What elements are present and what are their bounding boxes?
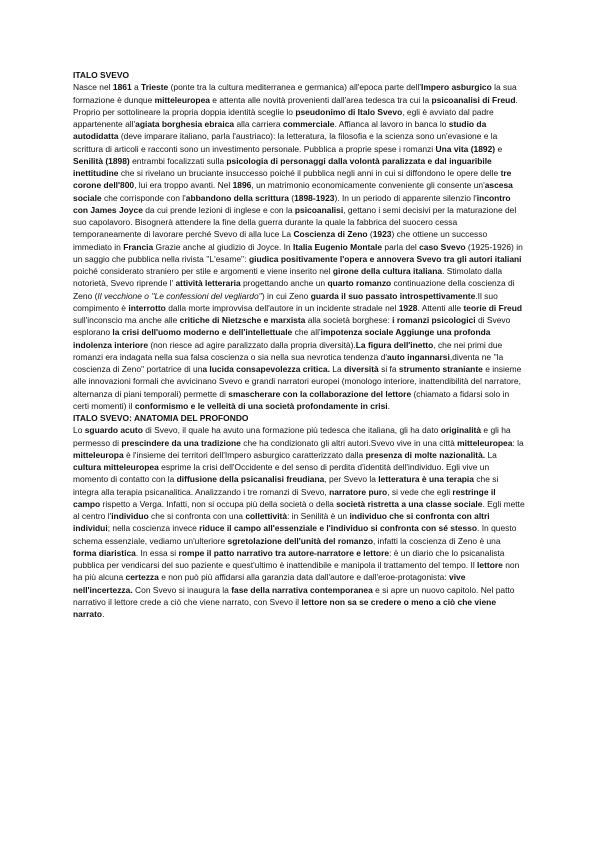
bold-text: auto ingannarsi: [387, 351, 450, 362]
text-run: ) in cui Zeno: [261, 290, 311, 301]
italic-text: Il vecchione o ''Le confessioni del vegliardo'': [97, 290, 262, 301]
text-run: , per Svevo la: [324, 474, 379, 485]
bold-text: psicoanalisi: [294, 204, 344, 215]
bold-text: riduce il campo all'essenziale e l'individuo si confronta con sé stesso: [199, 523, 478, 534]
text-run: (chiamato a fidarsi solo in certi momenti) il: [73, 388, 510, 411]
text-run: a: [131, 82, 142, 93]
bold-text: lettore non sa se credere o meno a ciò che viene narrato: [73, 596, 497, 619]
bold-text: 1896: [232, 180, 252, 191]
text-run: che corrisponde con l': [101, 192, 186, 203]
bold-text: fase della narrativa contemporanea: [231, 584, 373, 595]
bold-text: agiata borghesia ebraica: [135, 119, 235, 129]
section-body: [73, 424, 525, 620]
text-run: (1925-1926) in un saggio che pubblica nella rivista ''L'esame'':: [73, 241, 523, 264]
text-run: sull'inconscio ma anche alle: [73, 315, 180, 325]
bold-text: psicoanalisi di Freud: [431, 94, 516, 105]
text-run: . In essa si: [135, 547, 179, 558]
bold-text: giudica positivamente l'opera e annovera Svevo tra gli autori italiani: [248, 253, 522, 264]
text-run: si fa: [378, 364, 399, 374]
text-run: Grazie anche al giudizio di Joyce. In: [153, 241, 293, 252]
bold-text: ascesa sociale: [73, 180, 513, 203]
text-run: che si rivelano un bruciante insuccesso poiché il pubblica negli anni in cui si diffondono le opere delle: [118, 168, 501, 178]
text-run: . In questo schema essenziale, vediamo un'ulteriore: [73, 523, 517, 546]
text-run: .Il suo compimento è: [73, 290, 498, 313]
text-run: che ha condizionato gli altri autori.Svevo vive in una città: [240, 437, 458, 448]
text-run: . Stimolato dalla notorietà, Svevo riprende l': [73, 266, 503, 289]
bold-text: Francia: [123, 241, 154, 252]
text-run: e: [495, 143, 503, 154]
text-run: che si confronta con una: [148, 511, 246, 521]
bold-text: attività letteraria: [175, 278, 241, 289]
bold-text: impotenza sociale Aggiunge una profonda indolenza interiore: [73, 327, 491, 350]
bold-text: strumento straniante: [398, 364, 483, 374]
text-run: Con Svevo si inaugura la: [132, 584, 232, 595]
bold-text: mitteleuropea: [154, 94, 210, 105]
bold-text: diversità: [344, 364, 379, 374]
text-run: ). In un periodo di apparente silenzio l': [334, 192, 477, 203]
bold-text: letteratura è una terapia: [378, 474, 474, 485]
bold-text: 1923: [372, 229, 392, 240]
text-run: la sua formazione è dunque: [73, 82, 517, 105]
bold-text: cultura mitteleuropea: [73, 462, 159, 472]
text-run: , infatti la coscienza di Zeno è una: [372, 535, 501, 546]
text-run: , lui era troppo avanti. Nel: [134, 180, 233, 191]
bold-text: a lucida consapevolezza critica.: [202, 364, 330, 374]
bold-text: diffusione della psicanalisi freudiana: [176, 474, 325, 485]
bold-text: mitteleuropa: [73, 449, 124, 460]
section-body: [73, 81, 525, 412]
bold-text: guarda il suo passato introspettivamente: [310, 290, 476, 301]
text-run: esprime la crisi dell'Occidente e del senso di perdita d'identità dell'individuo. Egli vive un momento di contatto con la: [73, 462, 490, 485]
text-run: . Egli mette al centro l': [73, 498, 525, 521]
document-page: [73, 69, 525, 620]
bold-text: studio da autodidatta: [73, 119, 487, 142]
text-run: La: [329, 364, 345, 374]
text-run: . Proprio per sottolineare la propria doppia identità sceglie lo: [73, 94, 518, 117]
text-run: progettando anche un: [240, 278, 328, 289]
text-run: .: [387, 400, 390, 411]
bold-text: conformismo e le velleità di una società profondamente in crisi: [134, 400, 388, 411]
text-run: : in Senilità è un: [287, 511, 350, 521]
text-run: ) che ottiene un successo immediato in: [73, 229, 488, 252]
text-run: e non può più affidarsi alla garanzia data dall'autore e dall'eroe-protagonista:: [158, 572, 449, 583]
text-run: e attenta alle novità provenienti dall'area tedesca tra cui la: [209, 94, 432, 105]
text-run: . Affianca al lavoro in banca lo: [334, 119, 449, 129]
bold-text: rompe il patto narrativo tra autore-narratore e lettore: [178, 547, 390, 558]
bold-text: 1928: [398, 302, 418, 313]
text-run: , gettano i semi decisivi per la maturazione del suo capolavoro. Bisognerà attendere la fine della guerra durante la quale la fabbrica del suocero cessa temporaneamente di lavorare perché Svevo di alla luce La: [73, 204, 517, 240]
text-run: , che nei primi due romanzi era indagata nella sua falsa coscienza o sia nella sua nevrotica tendenza d': [73, 339, 503, 362]
bold-text: critiche di Nietzsche e marxista: [179, 315, 306, 325]
bold-text: interrotto: [128, 302, 166, 313]
bold-text: collettività: [245, 511, 288, 521]
bold-text: forma diaristica: [73, 547, 136, 558]
bold-text: lettore: [477, 560, 503, 570]
text-run: alla carriera: [234, 119, 283, 129]
text-run: (: [367, 229, 373, 240]
bold-text: abbandono della scrittura: [185, 192, 289, 203]
text-run: La: [485, 449, 497, 460]
text-run: (ponte tra la cultura mediterranea e germanica) all'epoca parte dell': [168, 82, 421, 93]
text-run: di Svevo, il quale ha avuto una formazione più tedesca che italiana, gli ha dato: [142, 425, 441, 436]
bold-text: tre corone dell'800: [73, 168, 512, 191]
text-run: : è un diario che lo psicanalista pubblica per vendicarsi del suo paziente e quest'ultimo è inattendibile e manipola il trattamento del tempo. Il: [73, 547, 505, 570]
bold-text: smascherare con la collaborazione del lettore: [228, 388, 412, 399]
bold-text: Senilità (1898): [73, 155, 130, 166]
text-run: continuazione della coscienza di Zeno (: [73, 278, 515, 301]
bold-text: Una vita (1892): [435, 143, 496, 154]
text-run: . Attenti alle: [417, 302, 464, 313]
text-run: non ha più alcuna: [73, 560, 520, 583]
bold-text: individuo che si confronta con altri individui: [73, 511, 490, 534]
bold-text: mitteleuropea: [457, 437, 513, 448]
bold-text: 1898-1923: [294, 192, 335, 203]
text-run: e insieme alle innovazioni formali che avvicinano Svevo e grandi narratori europei (monologo interiore, inattendibilità del narratore, alternanza di piani temporali) permette di: [73, 364, 522, 399]
bold-text: Trieste: [141, 82, 169, 93]
text-run: parla del: [382, 241, 420, 252]
section-title: ITALO SVEVO: ANATOMIA DEL PROFONDO: [73, 413, 249, 423]
bold-text: commerciale: [282, 119, 335, 129]
bold-text: caso Svevo: [419, 241, 466, 252]
bold-text: pseudonimo di Italo Svevo: [295, 106, 403, 117]
bold-text: vive nell'incertezza.: [73, 572, 466, 595]
text-run: di Svevo esplorano: [73, 315, 511, 338]
bold-text: restringe il campo: [73, 486, 496, 509]
bold-text: Impero asburgico: [420, 82, 492, 93]
text-run: e gli ha permesso di: [73, 425, 511, 448]
text-run: (non riesce ad agire paralizzato dalla propria diversità).: [148, 339, 356, 350]
bold-text: individuo: [111, 511, 149, 521]
text-run: da cui prende lezioni di inglese e con la: [142, 204, 295, 215]
text-run: , un matrimonio economicamente conveniente gli consente un': [251, 180, 485, 191]
bold-text: sgretolazione dell'unità del romanzo: [227, 535, 373, 546]
text-run: rispetto a Verga. Infatti, non si occupa più della società o della: [100, 498, 337, 509]
bold-text: i romanzi psicologici: [392, 315, 476, 325]
section-title: ITALO SVEVO: [73, 70, 130, 80]
text-run: entrambi focalizzati sulla: [129, 155, 227, 166]
text-run: Lo: [73, 425, 85, 436]
bold-text: narratore puro: [329, 486, 388, 497]
text-run: (: [288, 192, 295, 203]
bold-text: La figura dell'inetto: [355, 339, 434, 350]
bold-text: incontro con James Joyce: [73, 192, 511, 215]
bold-text: società ristretta a una classe sociale: [336, 498, 483, 509]
text-run: che all': [292, 327, 321, 338]
text-run: , egli è avviato dal padre appartenente all': [73, 106, 494, 129]
bold-text: Coscienza di Zeno: [293, 229, 368, 240]
text-run: .: [102, 609, 105, 619]
bold-text: Italia Eugenio Montale: [292, 241, 383, 252]
text-run: alla società borghese:: [305, 315, 393, 325]
text-run: poiché considerato straniero per stile e argomenti e viene inserito nel: [73, 266, 333, 276]
bold-text: originalità: [440, 425, 482, 436]
text-run: è l'insieme dei territori dell'Impero asburgico caratterizzato dalla: [123, 449, 366, 460]
bold-text: psicologia di personaggi dalla volontà paralizzata e dal inguaribile inettitudine: [73, 155, 492, 178]
text-run: , si vede che egli: [387, 486, 453, 497]
bold-text: 1861: [112, 82, 132, 93]
text-run: ,diventa ne ''la coscienza di Zeno'' portatrice di un: [73, 351, 504, 374]
text-run: (deve imparare italiano, parla l'austriaco): la letteratura, la filosofia e la scienza sono un'evasione e la scrittura di articoli e racconti sono un investimento personale. Pubblica a proprie spese i romanzi: [73, 131, 498, 154]
text-run: Nasce nel: [73, 82, 113, 93]
bold-text: teorie di Freud: [463, 302, 523, 313]
text-run: ; nella coscienza invece: [107, 523, 200, 534]
text-run: e si apre un nuovo capitolo. Nel patto narrativo il lettore crede a ciò che viene narrato, con Svevo il: [73, 584, 515, 607]
text-run: che si integra alla terapia psicanalitica. Analizzando i tre romanzi di Svevo,: [73, 474, 499, 497]
bold-text: quarto romanzo: [327, 278, 392, 289]
text-run: : la: [512, 437, 524, 448]
bold-text: prescindere da una tradizione: [121, 437, 241, 448]
text-run: dalla morte improvvisa dell'autore in un incidente stradale nel: [165, 302, 399, 313]
bold-text: sguardo acuto: [84, 425, 143, 436]
bold-text: la crisi dell'uomo moderno e dell'intellettuale: [112, 327, 293, 338]
bold-text: girone della cultura italiana: [332, 266, 443, 276]
bold-text: certezza: [125, 572, 159, 583]
bold-text: presenza di molte nazionalità.: [365, 449, 486, 460]
